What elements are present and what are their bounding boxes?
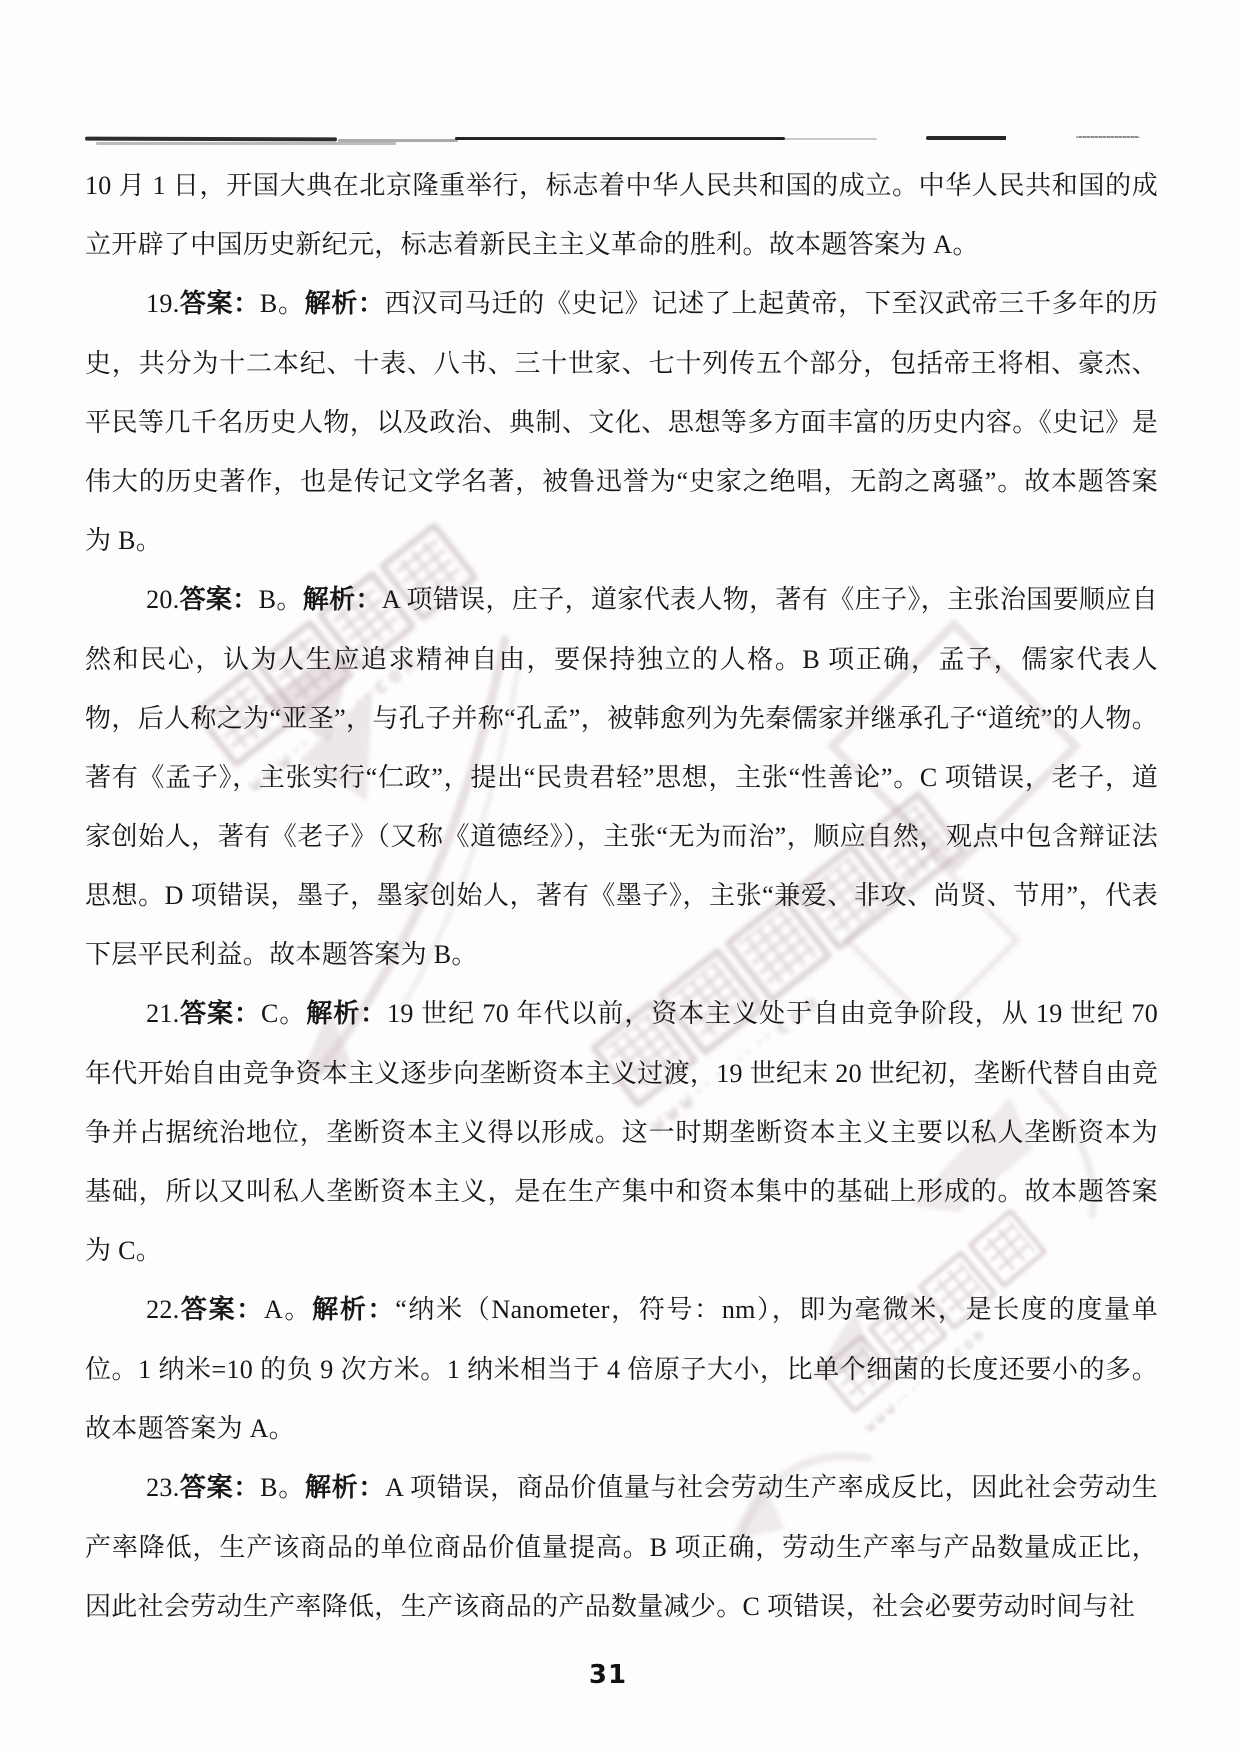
- label-bold: 答案：: [179, 999, 261, 1029]
- text-segment: 10 月 1 日，开国大典在北京隆重举行，标志着中华人民共和国的成立。中华人民共和国的成立开辟了中国历史新纪元，标志着新民主主义革命的胜利。故本题答案为 A。: [85, 171, 1158, 259]
- scan-rule-segment: [96, 142, 396, 145]
- text-segment: C。: [261, 999, 307, 1028]
- scan-rule-segment: [85, 137, 337, 142]
- text-segment: B。: [260, 1473, 305, 1502]
- answer-text: [85, 156, 1158, 1636]
- text-segment: A 项错误，庄子，道家代表人物，著有《庄子》，主张治国要顺应自然和民心，认为人生应追求精神自由，要保持独立的人格。B 项正确，孟子，儒家代表人物，后人称之为“亚圣”，与孔子并称“孔孟”，被韩愈列为先秦儒家并继承孔子“道统”的人物。著有《孟子》，主张实行“仁政”，提出“民贵君轻”思想，主张“性善论”。C 项错误，老子，道家创始人，著有《老子》（又称《道德经》），主张“无为而治”，顺应自然，观点中包含辩证法思想。D 项错误，墨子，墨家创始人，著有《墨子》，主张“兼爱、非攻、尚贤、节用”，代表下层平民利益。故本题答案为 B。: [85, 585, 1158, 969]
- label-bold: 答案：: [179, 585, 259, 615]
- text-segment: B。: [259, 289, 305, 318]
- text-segment: A 项错误，商品价值量与社会劳动生产率成反比，因此社会劳动生产率降低，生产该商品的单位商品价值量提高。B 项正确，劳动生产率与产品数量成正比，因此社会劳动生产率降低，生产该商品的产品数量减少。C 项错误，社会必要劳动时间与社: [85, 1473, 1159, 1621]
- text-segment: 19.: [146, 289, 180, 318]
- text-segment: “纳米（Nanometer，符号：nm），即为毫微米，是长度的度量单位。1 纳米=10 的负 9 次方米。1 纳米相当于 4 倍原子大小，比单个细菌的长度还要小的多。故本题答案为 A。: [85, 1295, 1158, 1443]
- label-bold: 解析：: [302, 585, 382, 615]
- answer-18-continuation: [85, 156, 1158, 274]
- scan-rule-segment: [926, 136, 1006, 140]
- label-bold: 解析：: [304, 1473, 386, 1503]
- scan-rule-segment: [338, 139, 458, 142]
- text-segment: 20.: [146, 585, 180, 614]
- text-segment: 21.: [146, 999, 180, 1028]
- scan-rule-segment: [782, 138, 877, 140]
- text-segment: 19 世纪 70 年代以前，资本主义处于自由竞争阶段，从 19 世纪 70 年代开始自由竞争资本主义逐步向垄断资本主义过渡，19 世纪末 20 世纪初，垄断代替自由竞争并占据统治地位，垄断资本主义得以形成。这一时期垄断资本主义主要以私人垄断资本为基础，所以又叫私人垄断资本主义，是在生产集中和资本集中的基础上形成的。故本题答案为 C。: [85, 999, 1159, 1265]
- label-bold: 解析：: [304, 289, 385, 319]
- page-number: 31: [588, 1660, 628, 1690]
- label-bold: 解析：: [306, 999, 388, 1029]
- text-segment: A。: [263, 1295, 313, 1324]
- label-bold: 解析：: [312, 1295, 396, 1325]
- answer-22: [85, 1280, 1158, 1458]
- label-bold: 答案：: [179, 289, 260, 319]
- text-segment: 22.: [146, 1295, 180, 1324]
- watermark-url-text: www‥‥‥‥com: [243, 647, 426, 797]
- watermark-url-text: www‥‥‥‥com: [860, 1323, 991, 1437]
- label-bold: 答案：: [179, 1295, 264, 1325]
- scan-rule-segment: [455, 137, 785, 140]
- answer-23: [85, 1458, 1158, 1636]
- watermark-url-text: www‥‥‥‥com: [645, 987, 828, 1138]
- text-segment: 23.: [146, 1473, 180, 1502]
- label-bold: 答案：: [179, 1473, 261, 1503]
- answer-20: [85, 570, 1158, 984]
- text-segment: 西汉司马迁的《史记》记述了上起黄帝，下至汉武帝三千多年的历史，共分为十二本纪、十表、八书、三十世家、七十列传五个部分，包括帝王将相、豪杰、平民等几千名历史人物，以及政治、典制、文化、思想等多方面丰富的历史内容。《史记》是伟大的历史著作，也是传记文学名著，被鲁迅誉为“史家之绝唱，无韵之离骚”。故本题答案为 B。: [85, 289, 1158, 555]
- scan-rule-segment: [1076, 136, 1140, 138]
- answer-21: [85, 984, 1158, 1280]
- answer-19: [85, 274, 1158, 570]
- text-segment: B。: [258, 585, 303, 614]
